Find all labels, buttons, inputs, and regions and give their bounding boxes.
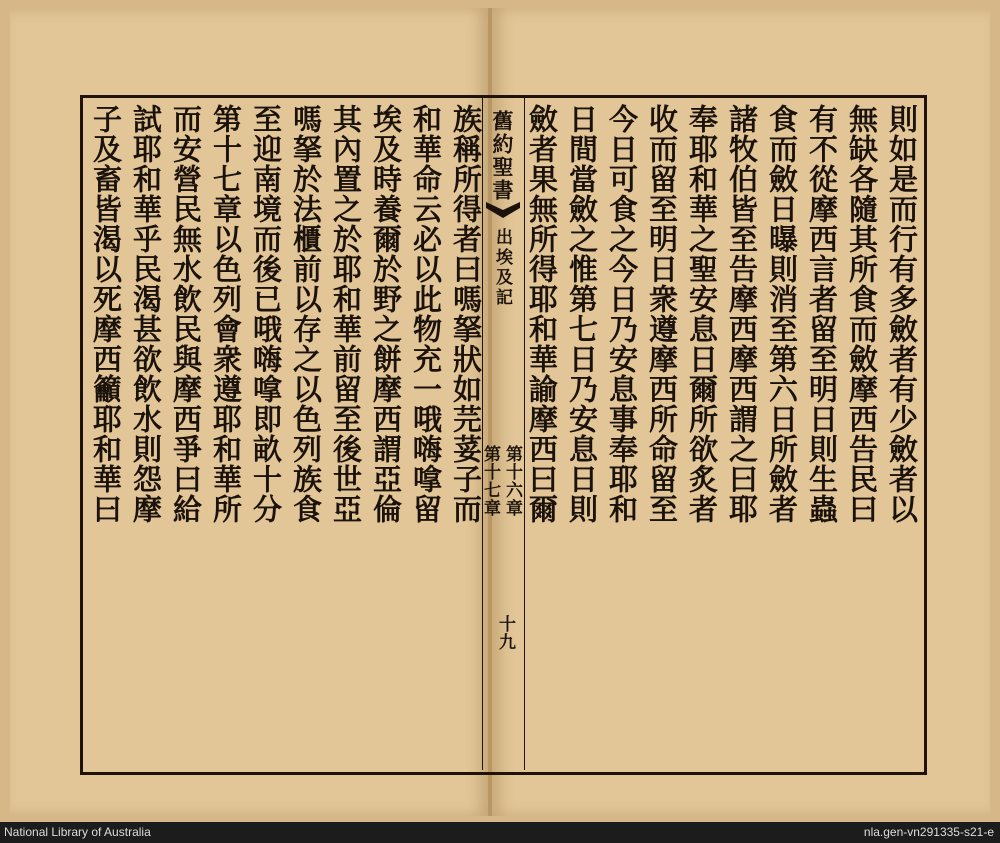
text-column: 奉耶和華之聖安息日爾所欲炙者 bbox=[685, 104, 719, 524]
book-title: 舊約聖書 bbox=[490, 110, 515, 202]
text-column: 收而留至明日衆遵摩西所命留至 bbox=[645, 104, 679, 524]
page-number: 十九 bbox=[495, 615, 515, 651]
text-column: 食而斂日曝則消至第六日所斂者 bbox=[765, 104, 799, 524]
text-column: 今日可食之今日乃安息事奉耶和 bbox=[605, 104, 639, 524]
text-column: 第十七章以色列會衆遵耶和華所 bbox=[209, 104, 243, 524]
footer-identifier: nla.gen-vn291335-s21-e bbox=[863, 825, 994, 839]
text-column: 而安營民無水飲民與摩西爭曰給 bbox=[169, 104, 203, 524]
fishtail-ornament-icon bbox=[484, 200, 522, 220]
left-page-text bbox=[86, 104, 486, 768]
footer-bar bbox=[0, 822, 1000, 843]
text-column: 諸牧伯皆至告摩西摩西謂之曰耶 bbox=[725, 104, 759, 524]
text-column: 族稱所得者曰嗎拏狀如芫荽子而 bbox=[449, 104, 483, 524]
text-column: 埃及時養爾於野之餅摩西謂亞倫 bbox=[369, 104, 403, 524]
chapter-heading-17: 第十七章 bbox=[480, 445, 500, 517]
text-column: 至迎南境而後已哦嗨嗱即畝十分 bbox=[249, 104, 283, 524]
text-column: 和華命云必以此物充一哦嗨嗱留 bbox=[409, 104, 443, 524]
text-column: 子及畜皆渴以死摩西籲耶和華曰 bbox=[89, 104, 123, 524]
text-column: 日間當斂之惟第七日乃安息日則 bbox=[565, 104, 599, 524]
text-column: 嗎拏於法櫃前以存之以色列族食 bbox=[289, 104, 323, 524]
text-column: 則如是而行有多斂者有少斂者以 bbox=[885, 104, 919, 524]
section-title: 出埃及記 bbox=[492, 228, 512, 308]
text-column: 試耶和華乎民渴甚欲飲水則怨摩 bbox=[129, 104, 163, 524]
right-page-text bbox=[522, 104, 922, 768]
text-column: 有不從摩西言者留至明日則生蟲 bbox=[805, 104, 839, 524]
chapter-heading-16: 第十六章 bbox=[502, 445, 522, 517]
fold-rule-right bbox=[524, 98, 525, 770]
footer-credit: National Library of Australia bbox=[4, 825, 151, 839]
text-column: 其內置之於耶和華前留至後世亞 bbox=[329, 104, 363, 524]
text-column: 無缺各隨其所食而斂摩西告民曰 bbox=[845, 104, 879, 524]
text-column: 斂者果無所得耶和華諭摩西曰爾 bbox=[525, 104, 559, 524]
